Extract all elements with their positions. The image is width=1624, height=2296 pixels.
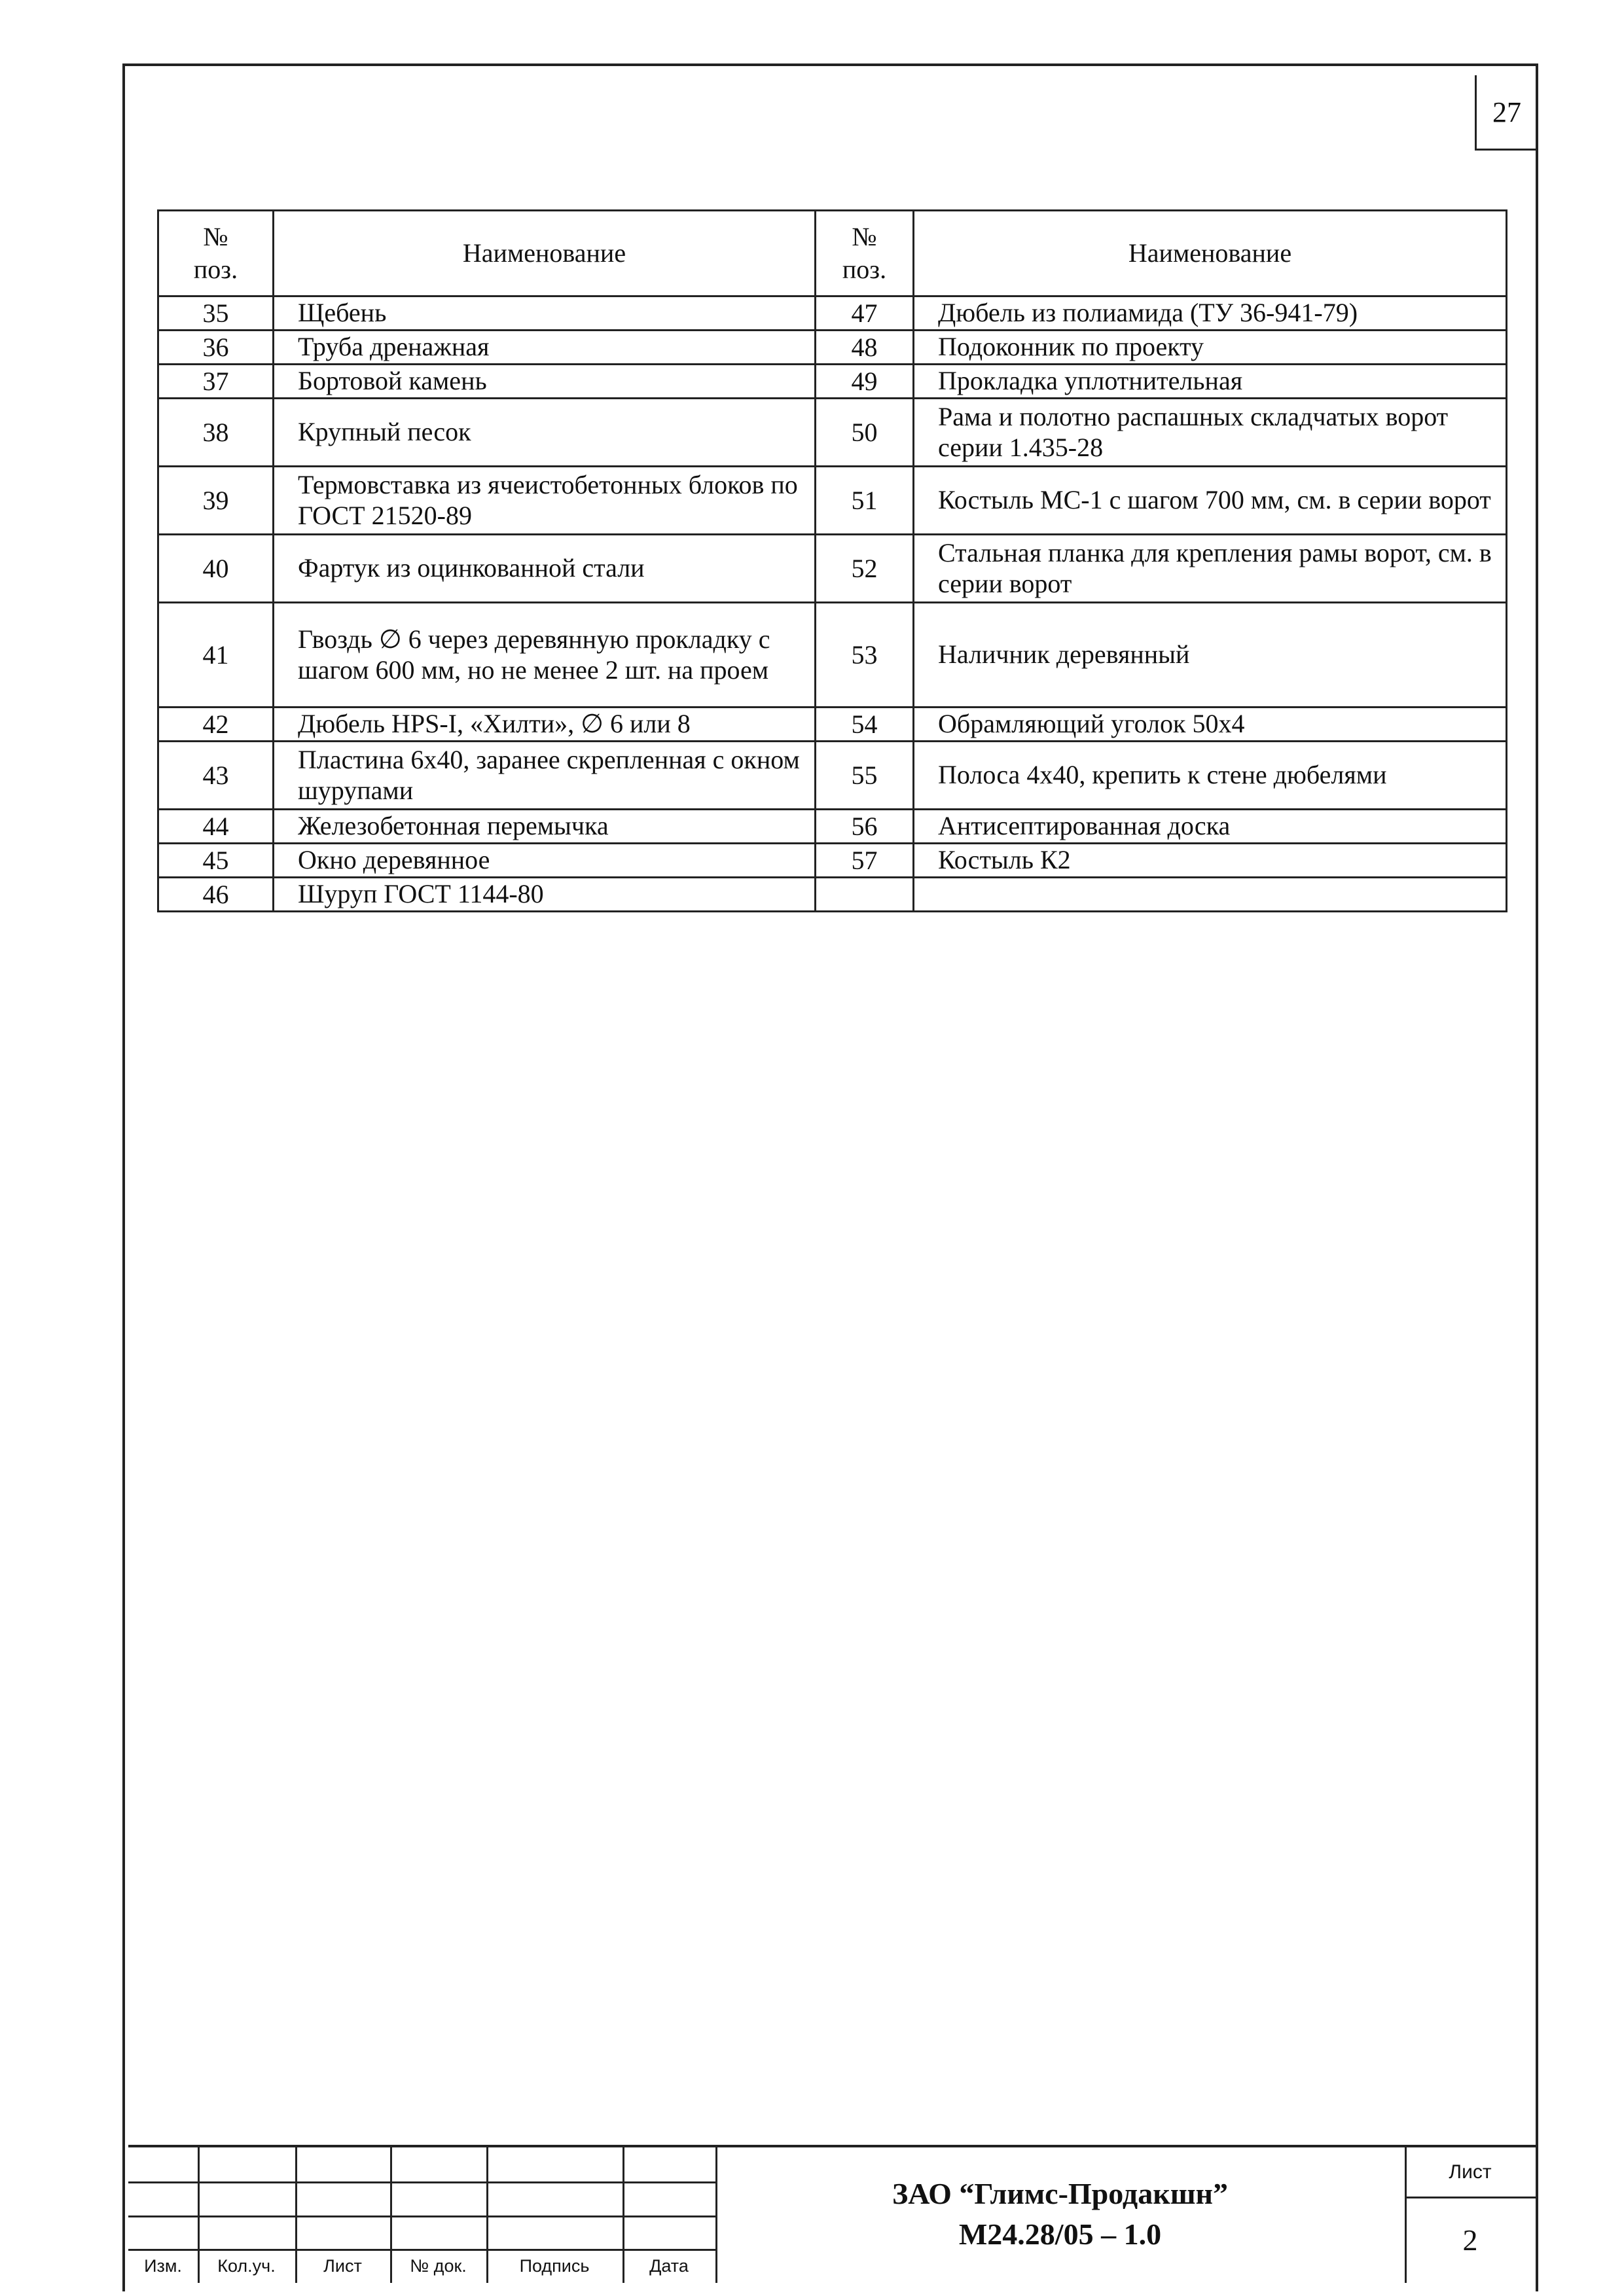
table-row	[158, 535, 1507, 603]
company-name: ЗАО “Глимс-Продакшн”	[892, 2177, 1229, 2210]
title-block-caption	[715, 2174, 1405, 2255]
right-name-cell	[914, 878, 1507, 912]
table-row	[158, 742, 1507, 810]
right-name-cell: Костыль К2	[914, 844, 1507, 878]
table-row	[158, 844, 1507, 878]
right-pos-cell: 50	[816, 399, 914, 467]
sheet-label: Лист	[1449, 2161, 1492, 2183]
left-name-cell: Труба дренажная	[274, 331, 816, 365]
header-pos-right-label: поз.	[842, 255, 887, 284]
stamp-header-date: Дата	[649, 2255, 689, 2276]
right-pos-cell: 54	[816, 708, 914, 742]
left-pos-cell: 45	[158, 844, 274, 878]
left-pos-cell: 46	[158, 878, 274, 912]
table-row	[158, 399, 1507, 467]
table-row	[158, 467, 1507, 535]
left-name-cell: Щебень	[274, 296, 816, 331]
right-pos-cell: 48	[816, 331, 914, 365]
specification-table	[157, 209, 1507, 912]
page-number: 27	[1475, 75, 1537, 151]
table-row	[158, 878, 1507, 912]
right-name-cell: Дюбель из полиамида (ТУ 36-941-79)	[914, 296, 1507, 331]
left-pos-cell: 44	[158, 810, 274, 844]
header-pos-left	[158, 211, 274, 296]
right-name-cell: Подоконник по проекту	[914, 331, 1507, 365]
table-row	[158, 331, 1507, 365]
left-pos-cell: 37	[158, 365, 274, 399]
left-name-cell: Гвоздь ∅ 6 через деревянную прокладку с шагом 600 мм, но не менее 2 шт. на проем	[274, 603, 816, 708]
right-pos-cell: 47	[816, 296, 914, 331]
table-row	[158, 603, 1507, 708]
right-name-cell: Прокладка уплотнительная	[914, 365, 1507, 399]
right-pos-cell: 55	[816, 742, 914, 810]
left-name-cell: Фартук из оцинкованной стали	[274, 535, 816, 603]
left-name-cell: Крупный песок	[274, 399, 816, 467]
header-name-right: Наименование	[914, 211, 1507, 296]
stamp-header-izm: Изм.	[144, 2255, 182, 2276]
stamp-header-list: Лист	[323, 2255, 362, 2276]
right-pos-cell: 49	[816, 365, 914, 399]
left-pos-cell: 41	[158, 603, 274, 708]
right-name-cell: Обрамляющий уголок 50х4	[914, 708, 1507, 742]
title-block	[128, 2145, 1536, 2283]
right-pos-cell: 52	[816, 535, 914, 603]
header-pos-right	[816, 211, 914, 296]
header-pos-left-no: №	[203, 222, 228, 251]
right-pos-cell: 51	[816, 467, 914, 535]
left-name-cell: Термовставка из ячеистобетонных блоков по ГОСТ 21520-89	[274, 467, 816, 535]
right-name-cell: Антисептированная доска	[914, 810, 1507, 844]
right-pos-cell: 56	[816, 810, 914, 844]
right-name-cell: Стальная планка для крепления рамы ворот, см. в серии ворот	[914, 535, 1507, 603]
document-code: М24.28/05 – 1.0	[958, 2217, 1162, 2251]
header-pos-right-no: №	[852, 222, 877, 251]
left-pos-cell: 35	[158, 296, 274, 331]
stamp-header-signature: Подпись	[519, 2255, 590, 2276]
stamp-header-kol-uch: Кол.уч.	[217, 2255, 276, 2276]
table-row	[158, 708, 1507, 742]
left-name-cell: Бортовой камень	[274, 365, 816, 399]
right-pos-cell	[816, 878, 914, 912]
table-row	[158, 810, 1507, 844]
sheet-number: 2	[1462, 2223, 1478, 2257]
right-pos-cell: 57	[816, 844, 914, 878]
left-pos-cell: 36	[158, 331, 274, 365]
right-name-cell: Полоса 4х40, крепить к стене дюбелями	[914, 742, 1507, 810]
table-header-row	[158, 211, 1507, 296]
left-pos-cell: 43	[158, 742, 274, 810]
right-pos-cell: 53	[816, 603, 914, 708]
left-name-cell: Дюбель HPS-I, «Хилти», ∅ 6 или 8	[274, 708, 816, 742]
stamp-header-doc-no: № док.	[410, 2255, 467, 2276]
table-row	[158, 365, 1507, 399]
left-name-cell: Пластина 6х40, заранее скрепленная с окном шурупами	[274, 742, 816, 810]
table-row	[158, 296, 1507, 331]
right-name-cell: Наличник деревянный	[914, 603, 1507, 708]
left-name-cell: Железобетонная перемычка	[274, 810, 816, 844]
right-name-cell: Костыль МС-1 с шагом 700 мм, см. в серии ворот	[914, 467, 1507, 535]
left-name-cell: Окно деревянное	[274, 844, 816, 878]
right-name-cell: Рама и полотно распашных складчатых ворот серии 1.435-28	[914, 399, 1507, 467]
header-name-left: Наименование	[274, 211, 816, 296]
stamp-row-line	[128, 2215, 715, 2217]
left-pos-cell: 40	[158, 535, 274, 603]
stamp-row-line	[128, 2181, 715, 2183]
left-pos-cell: 39	[158, 467, 274, 535]
left-pos-cell: 42	[158, 708, 274, 742]
left-pos-cell: 38	[158, 399, 274, 467]
header-pos-left-label: поз.	[193, 255, 238, 284]
left-name-cell: Шуруп ГОСТ 1144-80	[274, 878, 816, 912]
